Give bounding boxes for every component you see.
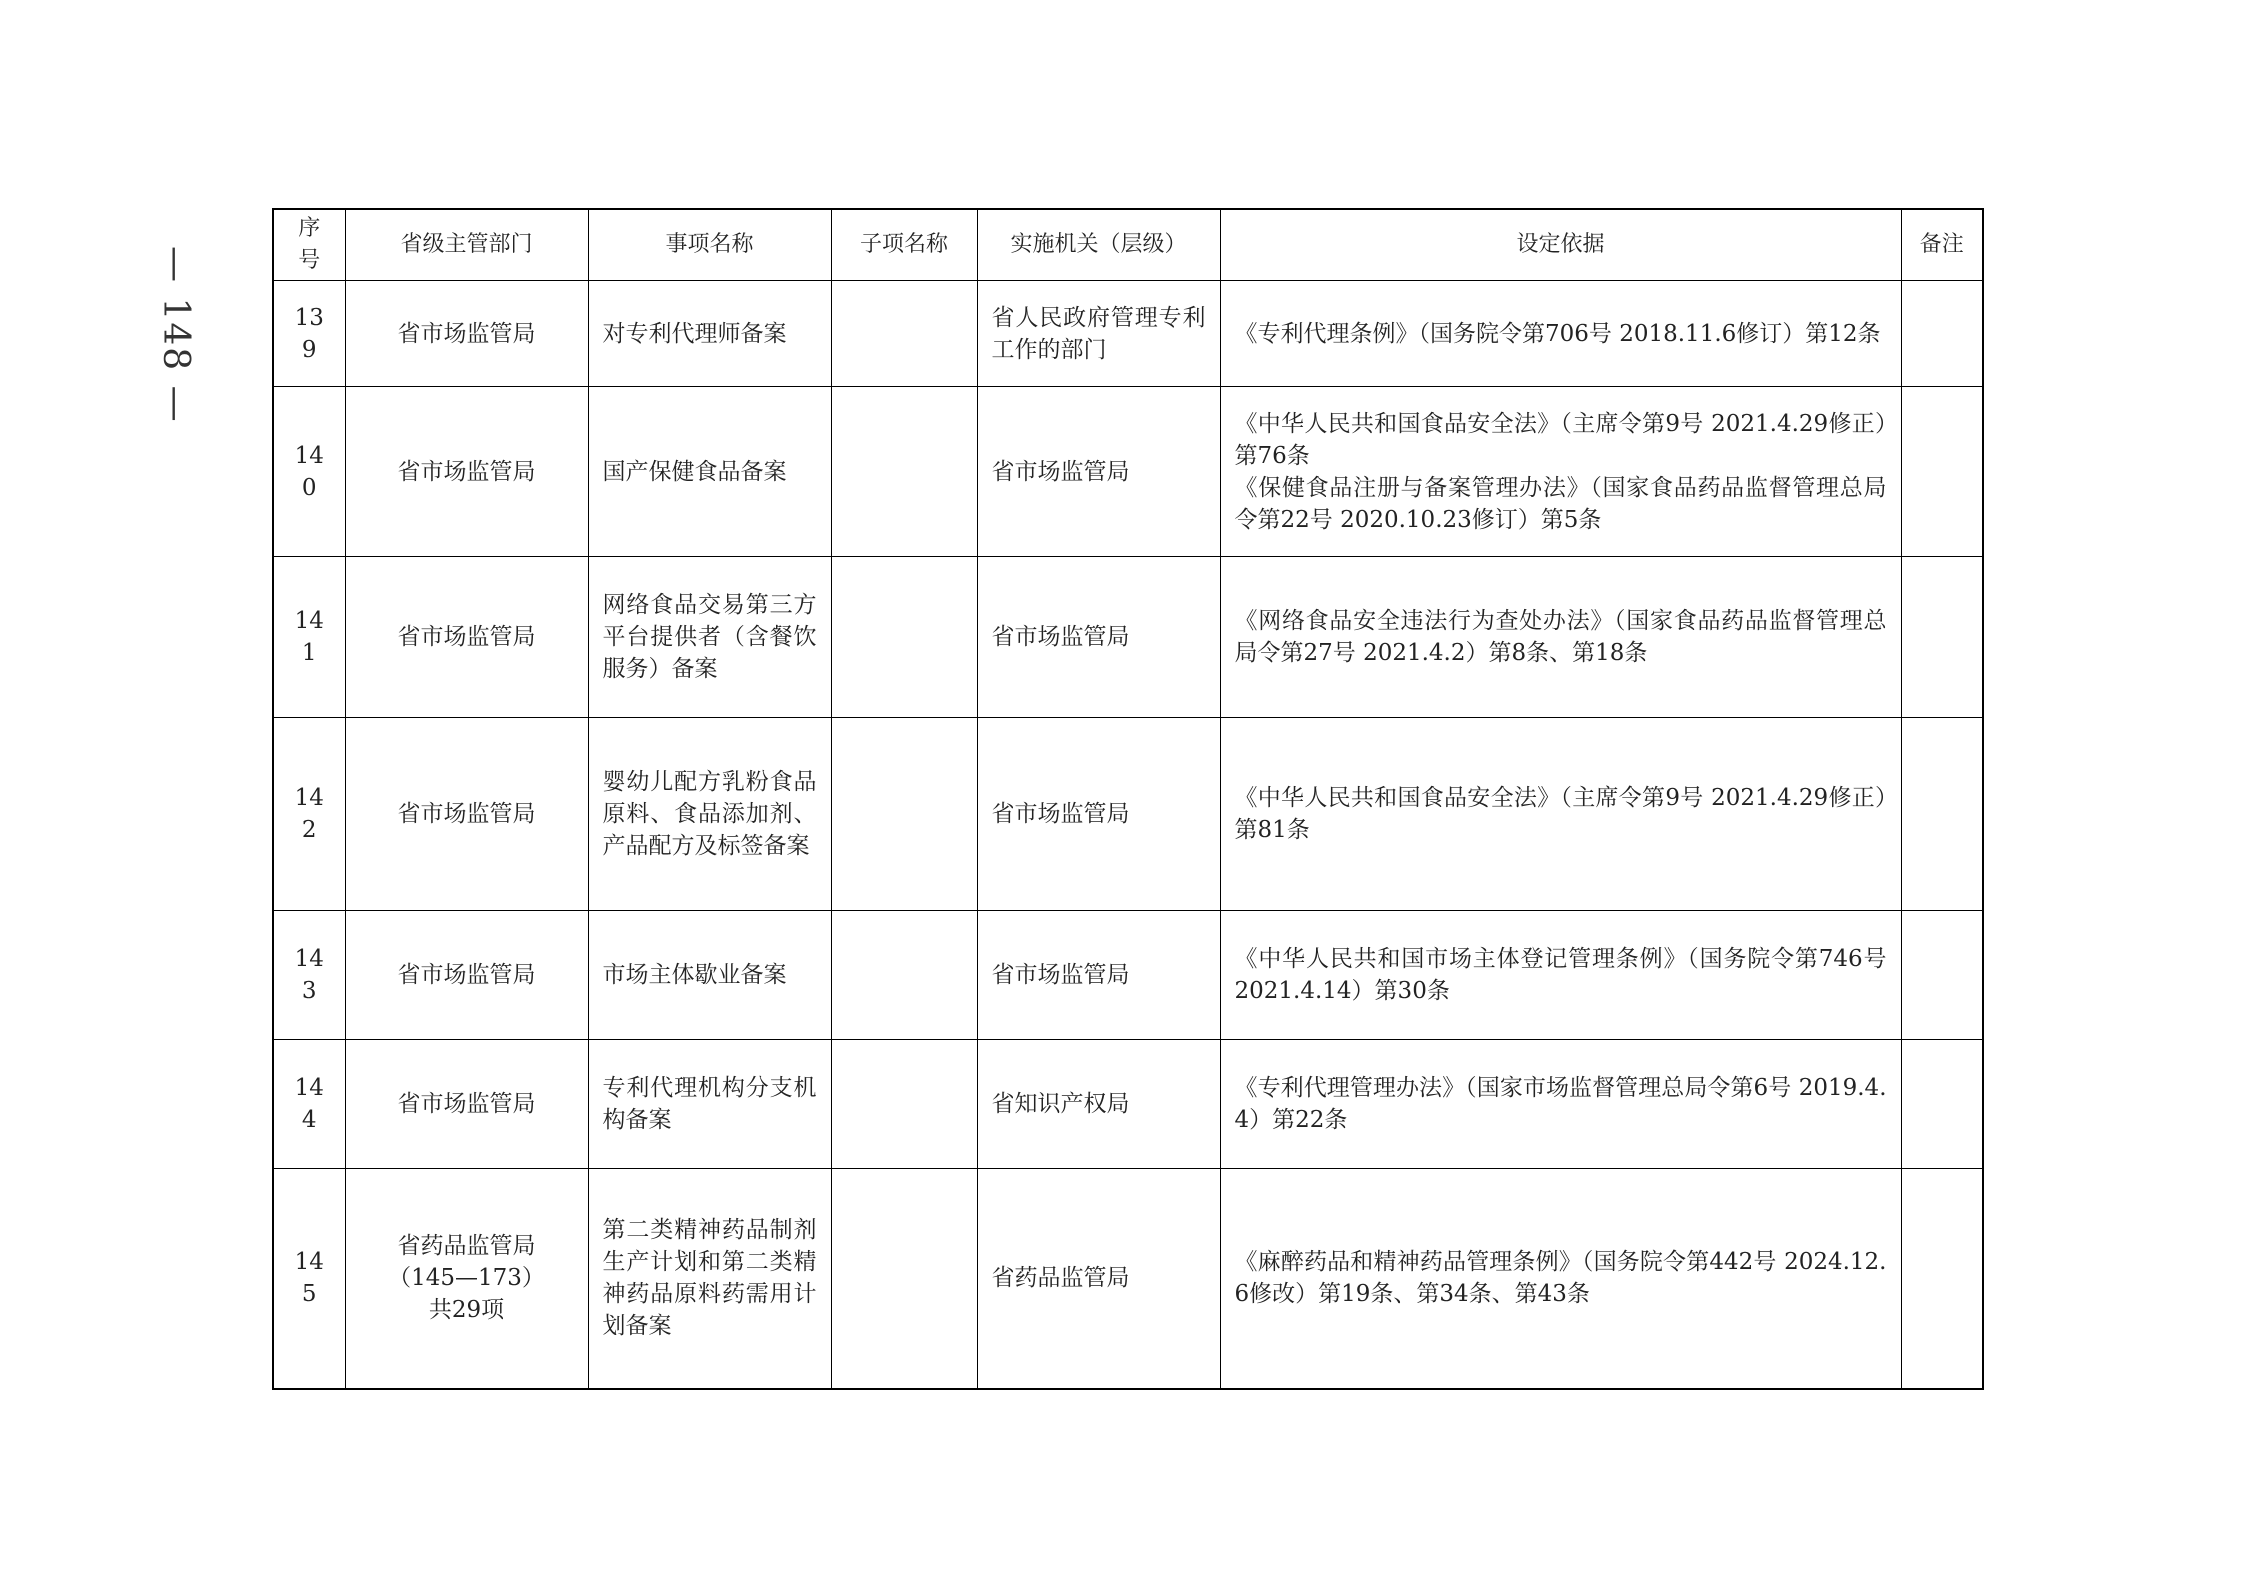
row-note xyxy=(1901,1040,1983,1169)
basis-line: 《保健食品注册与备案管理办法》（国家食品药品监督管理总局令第22号 2020.10.23修订）第5条 xyxy=(1234,474,1887,533)
basis-line: 《中华人民共和国食品安全法》（主席令第9号 2021.4.29修正）第76条 xyxy=(1234,410,1887,469)
row-item: 第二类精神药品制剂生产计划和第二类精神药品原料药需用计划备案 xyxy=(588,1169,831,1389)
table-row xyxy=(273,281,1983,387)
table-row xyxy=(273,1040,1983,1169)
header-basis: 设定依据 xyxy=(1220,209,1901,281)
row-org: 省知识产权局 xyxy=(977,1040,1220,1169)
row-org: 省市场监管局 xyxy=(977,718,1220,911)
row-item: 市场主体歇业备案 xyxy=(588,911,831,1040)
header-note: 备注 xyxy=(1901,209,1983,281)
row-note xyxy=(1901,281,1983,387)
row-no: 139 xyxy=(273,281,345,387)
row-sub xyxy=(831,557,977,718)
row-no: 140 xyxy=(273,387,345,557)
basis-line: 《专利代理条例》（国务院令第706号 2018.11.6修订）第12条 xyxy=(1234,320,1881,347)
row-org: 省市场监管局 xyxy=(977,387,1220,557)
row-sub xyxy=(831,281,977,387)
row-dept: 省市场监管局 xyxy=(345,911,588,1040)
row-note xyxy=(1901,911,1983,1040)
row-dept: 省市场监管局 xyxy=(345,718,588,911)
basis-line: 《中华人民共和国市场主体登记管理条例》（国务院令第746号 2021.4.14）第30条 xyxy=(1234,946,1887,1004)
header-item: 事项名称 xyxy=(588,209,831,281)
row-sub xyxy=(831,1169,977,1389)
row-sub xyxy=(831,911,977,1040)
row-no: 142 xyxy=(273,718,345,911)
row-item: 对专利代理师备案 xyxy=(588,281,831,387)
table-row xyxy=(273,911,1983,1040)
row-dept: 省市场监管局 xyxy=(345,1040,588,1169)
basis-line: 《中华人民共和国食品安全法》（主席令第9号 2021.4.29修正）第81条 xyxy=(1234,785,1887,843)
header-org: 实施机关（层级） xyxy=(977,209,1220,281)
table-row xyxy=(273,557,1983,718)
row-item: 国产保健食品备案 xyxy=(588,387,831,557)
row-org: 省市场监管局 xyxy=(977,911,1220,1040)
row-basis xyxy=(1220,387,1901,557)
row-item: 专利代理机构分支机构备案 xyxy=(588,1040,831,1169)
row-basis xyxy=(1220,1040,1901,1169)
basis-line: 《网络食品安全违法行为查处办法》（国家食品药品监督管理总局令第27号 2021.4.2）第8条、第18条 xyxy=(1234,608,1887,666)
matters-table xyxy=(272,208,1984,1390)
row-dept: 省市场监管局 xyxy=(345,557,588,718)
row-basis xyxy=(1220,1169,1901,1389)
table-row xyxy=(273,387,1983,557)
dept-line: 共29项 xyxy=(428,1297,505,1324)
row-dept: 省市场监管局 xyxy=(345,281,588,387)
table-row xyxy=(273,718,1983,911)
row-dept: 省市场监管局 xyxy=(345,387,588,557)
row-basis xyxy=(1220,281,1901,387)
table-header-row xyxy=(273,209,1983,281)
row-sub xyxy=(831,387,977,557)
row-basis xyxy=(1220,718,1901,911)
basis-line: 《专利代理管理办法》（国家市场监督管理总局令第6号 2019.4.4）第22条 xyxy=(1234,1075,1887,1133)
table-row xyxy=(273,1169,1983,1389)
row-org: 省人民政府管理专利工作的部门 xyxy=(977,281,1220,387)
header-dept: 省级主管部门 xyxy=(345,209,588,281)
row-basis xyxy=(1220,557,1901,718)
row-sub xyxy=(831,718,977,911)
row-basis xyxy=(1220,911,1901,1040)
row-no: 145 xyxy=(273,1169,345,1389)
row-note xyxy=(1901,1169,1983,1389)
row-org: 省药品监管局 xyxy=(977,1169,1220,1389)
row-note xyxy=(1901,387,1983,557)
row-item: 网络食品交易第三方平台提供者（含餐饮服务）备案 xyxy=(588,557,831,718)
header-sub: 子项名称 xyxy=(831,209,977,281)
header-no: 序号 xyxy=(273,209,345,281)
row-sub xyxy=(831,1040,977,1169)
row-no: 141 xyxy=(273,557,345,718)
row-note xyxy=(1901,718,1983,911)
dept-line: 省药品监管局 xyxy=(397,1233,536,1260)
row-dept xyxy=(345,1169,588,1389)
dept-line: （145—173） xyxy=(388,1265,545,1292)
row-no: 143 xyxy=(273,911,345,1040)
row-note xyxy=(1901,557,1983,718)
basis-line: 《麻醉药品和精神药品管理条例》（国务院令第442号 2024.12.6修改）第19条、第34条、第43条 xyxy=(1234,1249,1887,1308)
row-item: 婴幼儿配方乳粉食品原料、食品添加剂、产品配方及标签备案 xyxy=(588,718,831,911)
row-no: 144 xyxy=(273,1040,345,1169)
page-number: — 148 — xyxy=(155,246,196,424)
row-org: 省市场监管局 xyxy=(977,557,1220,718)
